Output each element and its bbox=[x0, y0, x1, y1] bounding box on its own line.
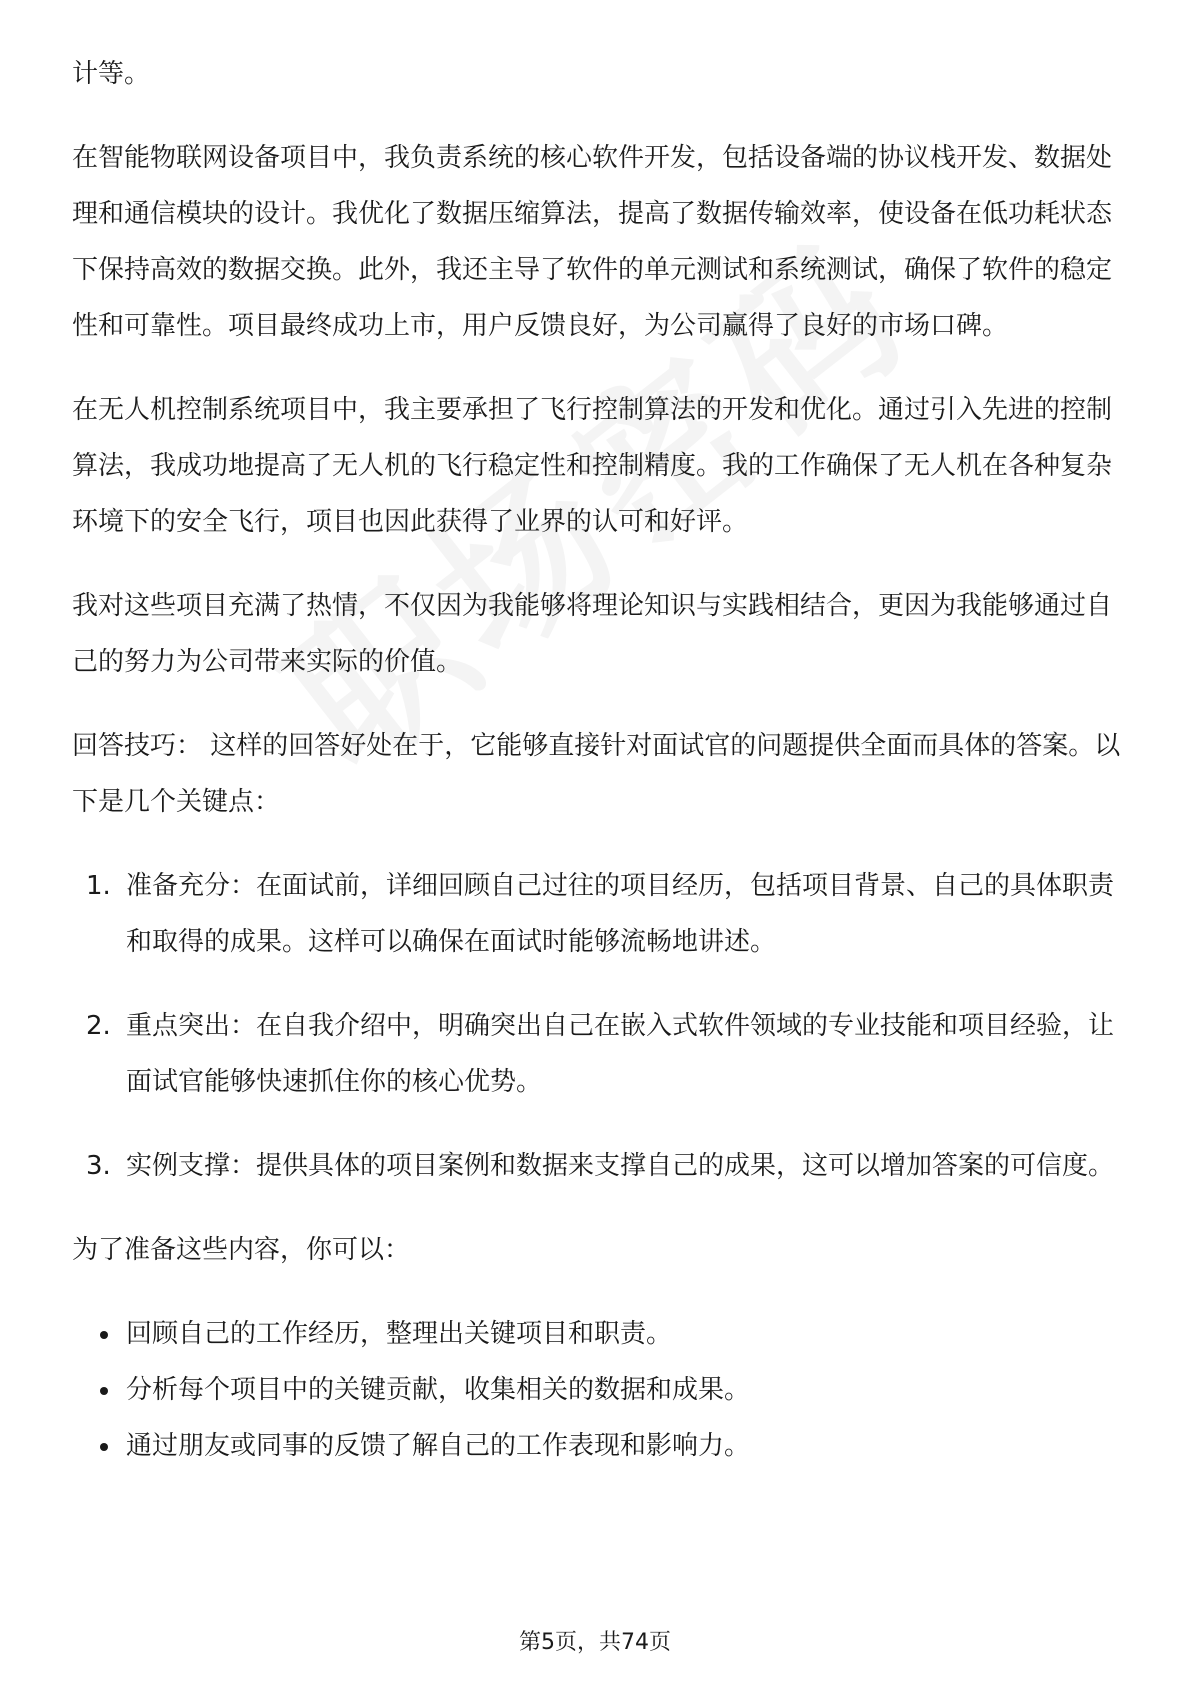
bullet-item bbox=[72, 1418, 1132, 1474]
paragraph-drone-project: 在无人机控制系统项目中，我主要承担了飞行控制算法的开发和优化。通过引入先进的控制算法，我成功地提高了无人机的飞行稳定性和控制精度。我的工作确保了无人机在各种复杂环境下的安全飞行，项目也因此获得了业界的认可和好评。 bbox=[72, 395, 1113, 537]
bullet-dot-icon bbox=[100, 1387, 108, 1395]
list-number: 1. bbox=[86, 871, 111, 901]
bullet-item bbox=[72, 1306, 1132, 1362]
list-item bbox=[72, 1138, 1132, 1194]
list-item-text: 重点突出：在自我介绍中，明确突出自己在嵌入式软件领域的专业技能和项目经验，让面试官能够快速抓住你的核心优势。 bbox=[126, 1011, 1115, 1097]
list-item-text: 实例支撑：提供具体的项目案例和数据来支撑自己的成果，这可以增加答案的可信度。 bbox=[126, 1151, 1115, 1181]
list-item bbox=[72, 858, 1132, 970]
bullet-item-text: 回顾自己的工作经历，整理出关键项目和职责。 bbox=[126, 1319, 673, 1349]
tips-list bbox=[72, 858, 1132, 1194]
list-item bbox=[72, 998, 1132, 1110]
bullet-dot-icon bbox=[100, 1331, 108, 1339]
paragraph-iot-project: 在智能物联网设备项目中，我负责系统的核心软件开发，包括设备端的协议栈开发、数据处理和通信模块的设计。我优化了数据压缩算法，提高了数据传输效率，使设备在低功耗状态下保持高效的数据交换。此外，我还主导了软件的单元测试和系统测试，确保了软件的稳定性和可靠性。项目最终成功上市，用户反馈良好，为公司赢得了良好的市场口碑。 bbox=[72, 143, 1113, 341]
bullet-item-text: 分析每个项目中的关键贡献，收集相关的数据和成果。 bbox=[126, 1375, 751, 1405]
list-number: 2. bbox=[86, 1011, 111, 1041]
paragraph-prepare: 为了准备这些内容，你可以： bbox=[72, 1235, 411, 1265]
paragraph-continuation: 计等。 bbox=[72, 59, 151, 89]
list-item-text: 准备充分：在面试前，详细回顾自己过往的项目经历，包括项目背景、自己的具体职责和取得的成果。这样可以确保在面试时能够流畅地讲述。 bbox=[126, 871, 1115, 957]
prepare-bullet-list bbox=[72, 1306, 1132, 1474]
list-number: 3. bbox=[86, 1151, 111, 1181]
paragraph-answer-tips: 回答技巧： 这样的回答好处在于，它能够直接针对面试官的问题提供全面而具体的答案。以下是几个关键点： bbox=[72, 731, 1121, 817]
bullet-dot-icon bbox=[100, 1443, 108, 1451]
bullet-item bbox=[72, 1362, 1132, 1418]
bullet-item-text: 通过朋友或同事的反馈了解自己的工作表现和影响力。 bbox=[126, 1431, 751, 1461]
page-number: 第5页，共74页 bbox=[519, 1630, 671, 1655]
paragraph-passion: 我对这些项目充满了热情，不仅因为我能够将理论知识与实践相结合，更因为我能够通过自己的努力为公司带来实际的价值。 bbox=[72, 591, 1113, 677]
document-body bbox=[72, 46, 1132, 1474]
